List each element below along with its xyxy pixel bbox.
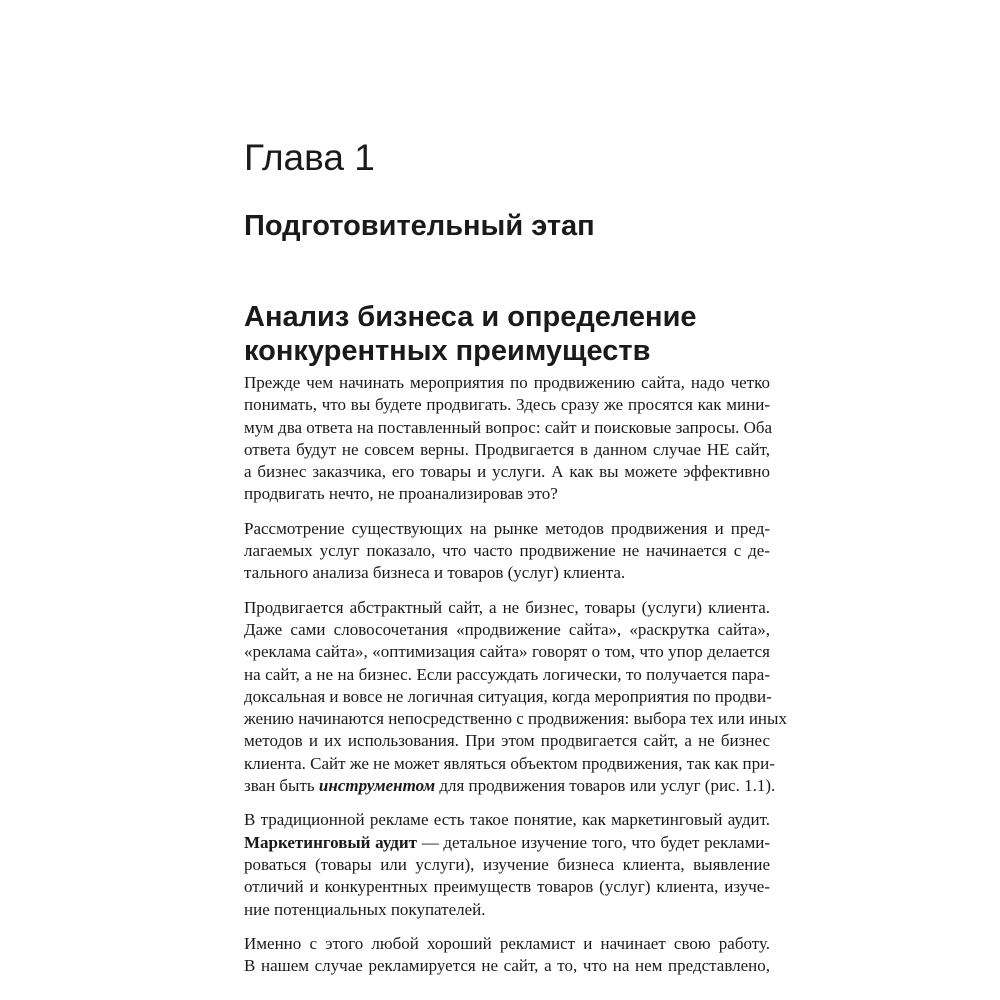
- text-line: клиента. Сайт же не может являться объектом продвижения, так как при-: [244, 753, 775, 773]
- paragraph-3: [244, 597, 787, 798]
- section-title-line: Анализ бизнеса и определение: [244, 301, 697, 333]
- text-fragment: зван быть: [244, 776, 319, 796]
- text-fragment: — детальное изучение того, что будет реклами-: [417, 832, 770, 852]
- body-text: [244, 372, 787, 989]
- text-line: В нашем случае рекламируется не сайт, а то, что на нем представлено,: [244, 956, 770, 976]
- paragraph-1: [244, 372, 773, 506]
- emphasis-term: инструментом: [318, 776, 436, 796]
- text-line: Прежде чем начинать мероприятия по продвижению сайта, надо четко: [244, 373, 770, 392]
- text-line: методов и их использования. При этом продвигается сайт, а не бизнес: [244, 731, 770, 751]
- text-line: ответа будут не совсем верны. Продвигается в данном случае НЕ сайт,: [244, 439, 770, 459]
- text-line: мум два ответа на поставленный вопрос: сайт и поисковые запросы. Оба: [244, 417, 773, 437]
- text-line: В традиционной рекламе есть такое понятие, как маркетинговый аудит.: [244, 810, 770, 830]
- paragraph-4: [244, 809, 770, 920]
- paragraph-2: [244, 518, 770, 585]
- text-line: на сайт, а не на бизнес. Если рассуждать логически, то получается пара-: [244, 664, 770, 684]
- chapter-title: Подготовительный этап: [244, 210, 595, 242]
- text-line: «реклама сайта», «оптимизация сайта» говорят о том, что упор делается: [244, 642, 770, 662]
- text-line-with-emphasis: [244, 775, 776, 797]
- text-line: понимать, что вы будете продвигать. Здесь сразу же просятся как мини-: [244, 395, 770, 415]
- text-line: а бизнес заказчика, его товары и услуги. А как вы можете эффективно: [244, 462, 770, 482]
- text-line: Рассмотрение существующих на рынке методов продвижения и пред-: [244, 518, 770, 538]
- bold-term: Маркетинговый аудит: [244, 832, 417, 852]
- text-line: роваться (товары или услуги), изучение бизнеса клиента, выявление: [244, 854, 770, 874]
- text-line: доксальная и вовсе не логичная ситуация, когда мероприятия по продви-: [244, 686, 772, 706]
- text-line: продвигать нечто, не проанализировав это?: [244, 484, 558, 504]
- text-line: Именно с этого любой хороший рекламист и начинает свою работу.: [244, 933, 770, 953]
- text-line-with-term: [244, 832, 770, 854]
- paragraph-5: [244, 933, 770, 978]
- section-title: [244, 300, 697, 368]
- section-title-line: конкурентных преимуществ: [244, 335, 651, 367]
- text-line: тального анализа бизнеса и товаров (услуг) клиента.: [244, 563, 626, 583]
- text-line: Продвигается абстрактный сайт, а не бизнес, товары (услуги) клиента.: [244, 597, 770, 617]
- book-page: [244, 0, 787, 1000]
- text-line: жению начинаются непосредственно с продвижения: выбора тех или иных: [244, 709, 787, 729]
- text-line: лагаемых услуг показало, что часто продвижение не начинается с де-: [244, 541, 770, 561]
- text-fragment: для продвижения товаров или услуг (рис. 1.1).: [435, 776, 776, 796]
- text-line: ние потенциальных покупателей.: [244, 899, 486, 919]
- text-line: Даже сами словосочетания «продвижение сайта», «раскрутка сайта»,: [244, 619, 770, 639]
- chapter-label: Глава 1: [244, 137, 375, 178]
- text-line: отличий и конкурентных преимуществ товаров (услуг) клиента, изуче-: [244, 877, 770, 897]
